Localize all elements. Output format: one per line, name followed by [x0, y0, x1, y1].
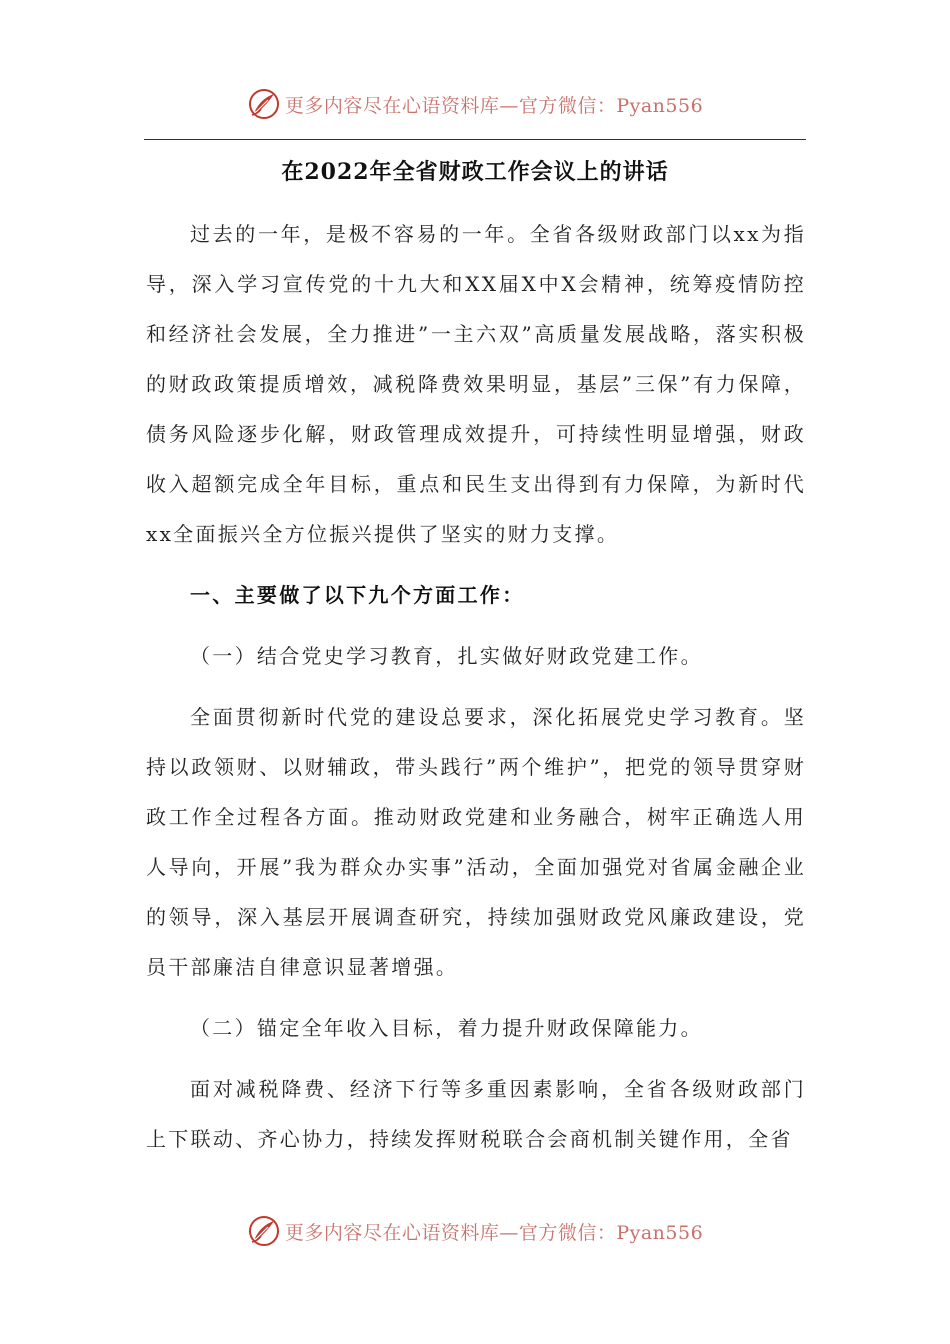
watermark-text: 更多内容尽在心语资料库—官方微信：Pyan556 [284, 94, 704, 117]
paragraph-intro: 过去的一年，是极不容易的一年。全省各级财政部门以xx为指导，深入学习宣传党的十九大和XX届X中X会精神，统筹疫情防控和经济社会发展，全力推进”一主六双”高质量发展战略，落实积极的财政政策提质增效，减税降费效果明显，基层”三保”有力保障，债务风险逐步化解，财政管理成效提升，可持续性明显增强，财政收入超额完成全年目标，重点和民生支出得到有力保障，为新时代xx全面振兴全方位振兴提供了坚实的财力支撑。 [146, 222, 806, 546]
paragraph-revenue: 面对减税降费、经济下行等多重因素影响，全省各级财政部门上下联动、齐心协力，持续发挥财税联合会商机制关键作用，全省 [146, 1077, 806, 1151]
pen-logo-icon [247, 1214, 281, 1248]
pen-logo-icon [247, 87, 281, 121]
subheading-2: （二）锚定全年收入目标，着力提升财政保障能力。 [190, 1016, 703, 1040]
header-watermark [0, 84, 950, 124]
paragraph-party-building: 全面贯彻新时代党的建设总要求，深化拓展党史学习教育。坚持以政领财、以财辅政，带头践行”两个维护”，把党的领导贯穿财政工作全过程各方面。推动财政党建和业务融合，树牢正确选人用人导向，开展”我为群众办实事”活动，全面加强党对省属金融企业的领导，深入基层开展调查研究，持续加强财政党风廉政建设，党员干部廉洁自律意识显著增强。 [146, 705, 806, 979]
document-body [146, 209, 806, 1164]
section-heading: 一、主要做了以下九个方面工作： [190, 583, 525, 607]
subheading-1: （一）结合党史学习教育，扎实做好财政党建工作。 [190, 644, 703, 668]
header-divider [144, 139, 806, 140]
footer-watermark [0, 1211, 950, 1251]
watermark-text: 更多内容尽在心语资料库—官方微信：Pyan556 [284, 1221, 704, 1244]
document-title: 在2022年全省财政工作会议上的讲话 [281, 159, 669, 185]
